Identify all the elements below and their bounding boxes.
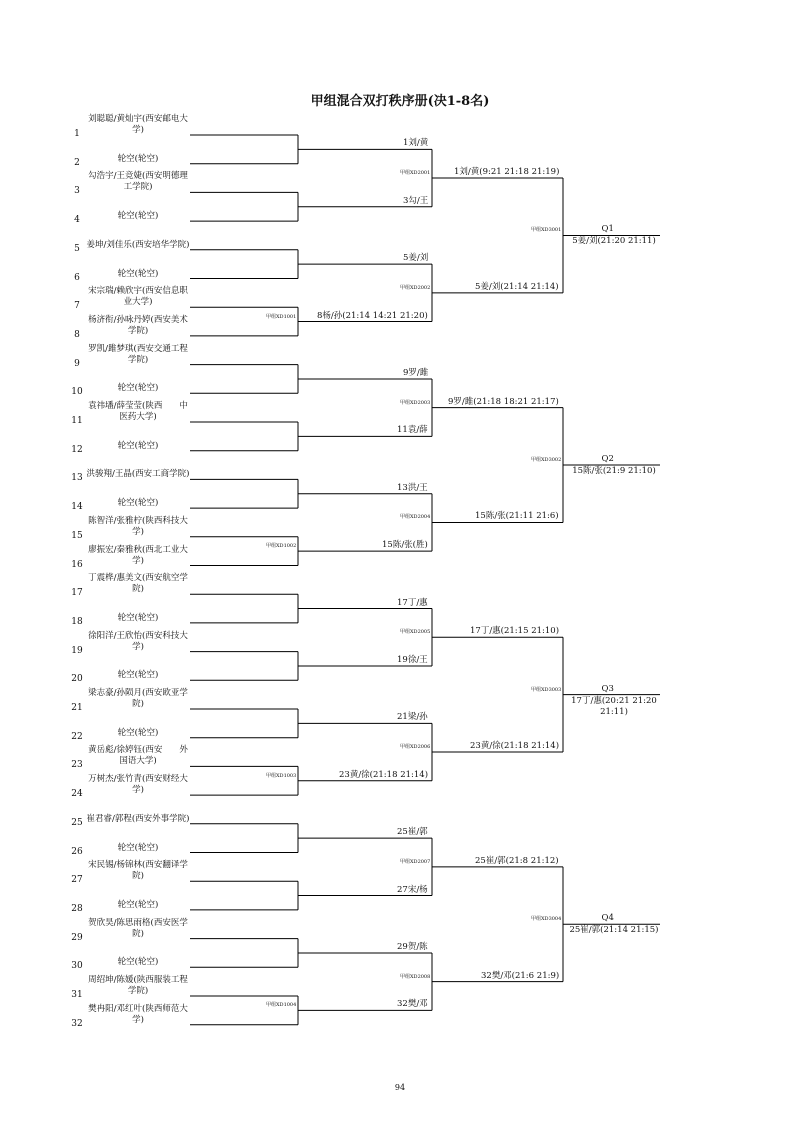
player-name: 廖振宏/秦雅秋(西北工业大学)	[88, 544, 188, 566]
round4-result: 15陈/张(21:9 21:10)	[572, 466, 656, 477]
round2-result: 27宋/杨	[397, 884, 428, 895]
match-code: 甲组XD2001	[400, 170, 431, 177]
player-name: 刘聪聪/黄灿宇(西安邮电大学)	[88, 114, 188, 135]
seed-number: 14	[71, 502, 83, 513]
round4-result: 17丁/惠(20:21 21:20 21:11)	[571, 695, 657, 717]
qualifier-label: Q3	[601, 683, 614, 694]
seed-number: 7	[74, 301, 80, 312]
player-name: 梁志豪/孙陨月(西安欧亚学院)	[88, 688, 188, 709]
seed-number: 1	[74, 129, 80, 139]
player-name: 轮空(轮空)	[117, 440, 159, 451]
match-code: 甲组XD3003	[531, 686, 562, 693]
round3-result: 1刘/黄(9:21 21:18 21:19)	[454, 167, 560, 178]
seed-number: 21	[71, 703, 83, 713]
player-name: 轮空(轮空)	[117, 727, 159, 738]
seed-number: 18	[71, 616, 83, 627]
seed-number: 11	[71, 416, 83, 426]
round2-result: 23黄/徐(21:18 21:14)	[339, 769, 429, 780]
player-name: 轮空(轮空)	[117, 842, 159, 853]
round2-result: 32樊/邓	[397, 999, 428, 1010]
seed-number: 4	[74, 215, 80, 226]
seed-number: 10	[71, 387, 83, 398]
round3-result: 5姜/刘(21:14 21:14)	[475, 281, 559, 292]
round2-result: 21梁/孙	[397, 712, 428, 723]
player-name: 轮空(轮空)	[117, 670, 159, 681]
round2-result: 3勾/王	[403, 195, 429, 206]
seed-number: 24	[71, 789, 83, 800]
player-name: 轮空(轮空)	[117, 383, 159, 394]
player-name: 罗凯/雎梦琪(西安交通工程学院)	[88, 343, 188, 365]
match-code: 甲组XD1004	[266, 1002, 297, 1009]
player-name: 杨济衔/孙咏丹婷(西安美术学院)	[88, 314, 188, 336]
round2-result: 13洪/王	[397, 482, 428, 493]
seed-number: 31	[71, 990, 83, 1000]
seed-number: 15	[71, 530, 83, 541]
player-name: 袁祎墦/薛莹莹(陕西 中医药大学)	[88, 401, 188, 422]
match-code: 甲组XD2003	[400, 399, 431, 406]
player-name: 徐阳洋/王欣怡(西安科技大学)	[88, 630, 188, 652]
match-code: 甲组XD2004	[400, 514, 431, 521]
round2-result: 25崔/郭	[397, 827, 428, 838]
player-name: 轮空(轮空)	[117, 153, 159, 164]
page-title: 甲组混合双打秩序册(决1-8名)	[310, 94, 490, 109]
match-code: 甲组XD3002	[531, 457, 562, 464]
qualifier-label: Q2	[601, 454, 614, 465]
seed-number: 30	[71, 961, 83, 972]
seed-number: 23	[71, 760, 83, 771]
page-number: 94	[394, 1083, 406, 1092]
round2-result: 17丁/惠	[397, 597, 428, 608]
seed-number: 8	[74, 329, 80, 340]
match-code: 甲组XD3004	[531, 916, 562, 923]
match-code: 甲组XD2002	[400, 284, 431, 291]
player-name: 丁震桦/惠美文(西安航空学院)	[88, 573, 188, 595]
seed-number: 3	[74, 186, 80, 197]
seed-number: 26	[71, 846, 83, 857]
round3-result: 32樊/邓(21:6 21:9)	[481, 970, 560, 981]
player-name: 樊冉阳/邓红叶(陕西师范大学)	[88, 1003, 188, 1025]
seed-number: 28	[71, 903, 83, 914]
player-name: 勾浩宇/王竞婕(西安明德理工学院)	[88, 171, 188, 193]
player-name: 宋宗瑞/赖欣宇(西安信息职业大学)	[88, 286, 188, 308]
round2-result: 9罗/雎	[403, 367, 429, 378]
player-name: 轮空(轮空)	[117, 498, 159, 509]
round2-result: 5姜/刘	[403, 253, 429, 264]
seed-number: 32	[71, 1018, 83, 1029]
player-name: 贺欣昊/陈思雨格(西安医学院)	[88, 917, 188, 939]
match-code: 甲组XD3001	[531, 227, 562, 234]
player-name: 姜坤/刘佳乐(西安培华学院)	[86, 239, 190, 250]
player-name: 周绍坤/陈媛(陕西服装工程学院)	[88, 975, 188, 996]
player-name: 轮空(轮空)	[117, 957, 159, 968]
seed-number: 29	[71, 932, 83, 943]
match-code: 甲组XD1003	[266, 772, 297, 779]
seed-number: 13	[71, 473, 83, 484]
player-name: 宋民锡/杨锦林(西安翻译学院)	[88, 860, 188, 882]
seed-number: 25	[71, 817, 83, 828]
seed-number: 5	[74, 243, 80, 254]
round2-result: 19徐/王	[397, 654, 428, 665]
match-code: 甲组XD2008	[400, 973, 431, 980]
player-name: 轮空(轮空)	[117, 211, 159, 222]
player-name: 轮空(轮空)	[117, 268, 159, 279]
round2-result: 1刘/黄	[403, 138, 429, 149]
player-name: 崔君睿/郭程(西安外事学院)	[86, 813, 190, 824]
player-name: 轮空(轮空)	[117, 899, 159, 910]
round2-result: 11袁/薛	[397, 425, 428, 436]
seed-number: 2	[74, 157, 80, 168]
round4-result: 5姜/刘(21:20 21:11)	[572, 236, 656, 247]
player-name: 黄岳彪/徐婷钰(西安 外国语大学)	[88, 745, 188, 767]
match-code: 甲组XD1002	[266, 543, 297, 550]
player-name: 陈智洋/张雅柠(陕西科技大学)	[88, 515, 188, 537]
round3-result: 9罗/雎(21:18 18:21 21:17)	[448, 396, 559, 407]
round3-result: 25崔/郭(21:8 21:12)	[475, 855, 559, 866]
player-name: 洪骏翔/王晶(西安工商学院)	[86, 469, 190, 480]
round2-result: 29贺/陈	[397, 941, 428, 952]
round2-result: 15陈/张(胜)	[382, 540, 428, 551]
seed-number: 12	[71, 444, 83, 455]
match-code: 甲组XD2007	[400, 858, 431, 865]
seed-number: 17	[71, 588, 83, 599]
round2-result: 8杨/孙(21:14 14:21 21:20)	[317, 310, 428, 321]
seed-number: 19	[71, 645, 83, 656]
round3-result: 17丁/惠(21:15 21:10)	[470, 626, 560, 637]
qualifier-label: Q4	[601, 913, 614, 924]
seed-number: 9	[74, 358, 80, 369]
round3-result: 23黄/徐(21:18 21:14)	[470, 741, 560, 752]
round4-result: 25崔/郭(21:14 21:15)	[569, 925, 659, 936]
qualifier-label: Q1	[601, 224, 614, 235]
seed-number: 6	[74, 272, 80, 283]
match-code: 甲组XD2005	[400, 629, 431, 636]
seed-number: 16	[71, 559, 83, 570]
player-name: 万树杰/张竹青(西安财经大学)	[88, 774, 188, 796]
seed-number: 20	[71, 674, 83, 685]
seed-number: 27	[71, 875, 83, 886]
player-name: 轮空(轮空)	[117, 612, 159, 623]
seed-number: 22	[71, 731, 83, 742]
match-code: 甲组XD2006	[400, 744, 431, 751]
match-code: 甲组XD1001	[266, 313, 297, 320]
round3-result: 15陈/张(21:11 21:6)	[475, 511, 559, 522]
